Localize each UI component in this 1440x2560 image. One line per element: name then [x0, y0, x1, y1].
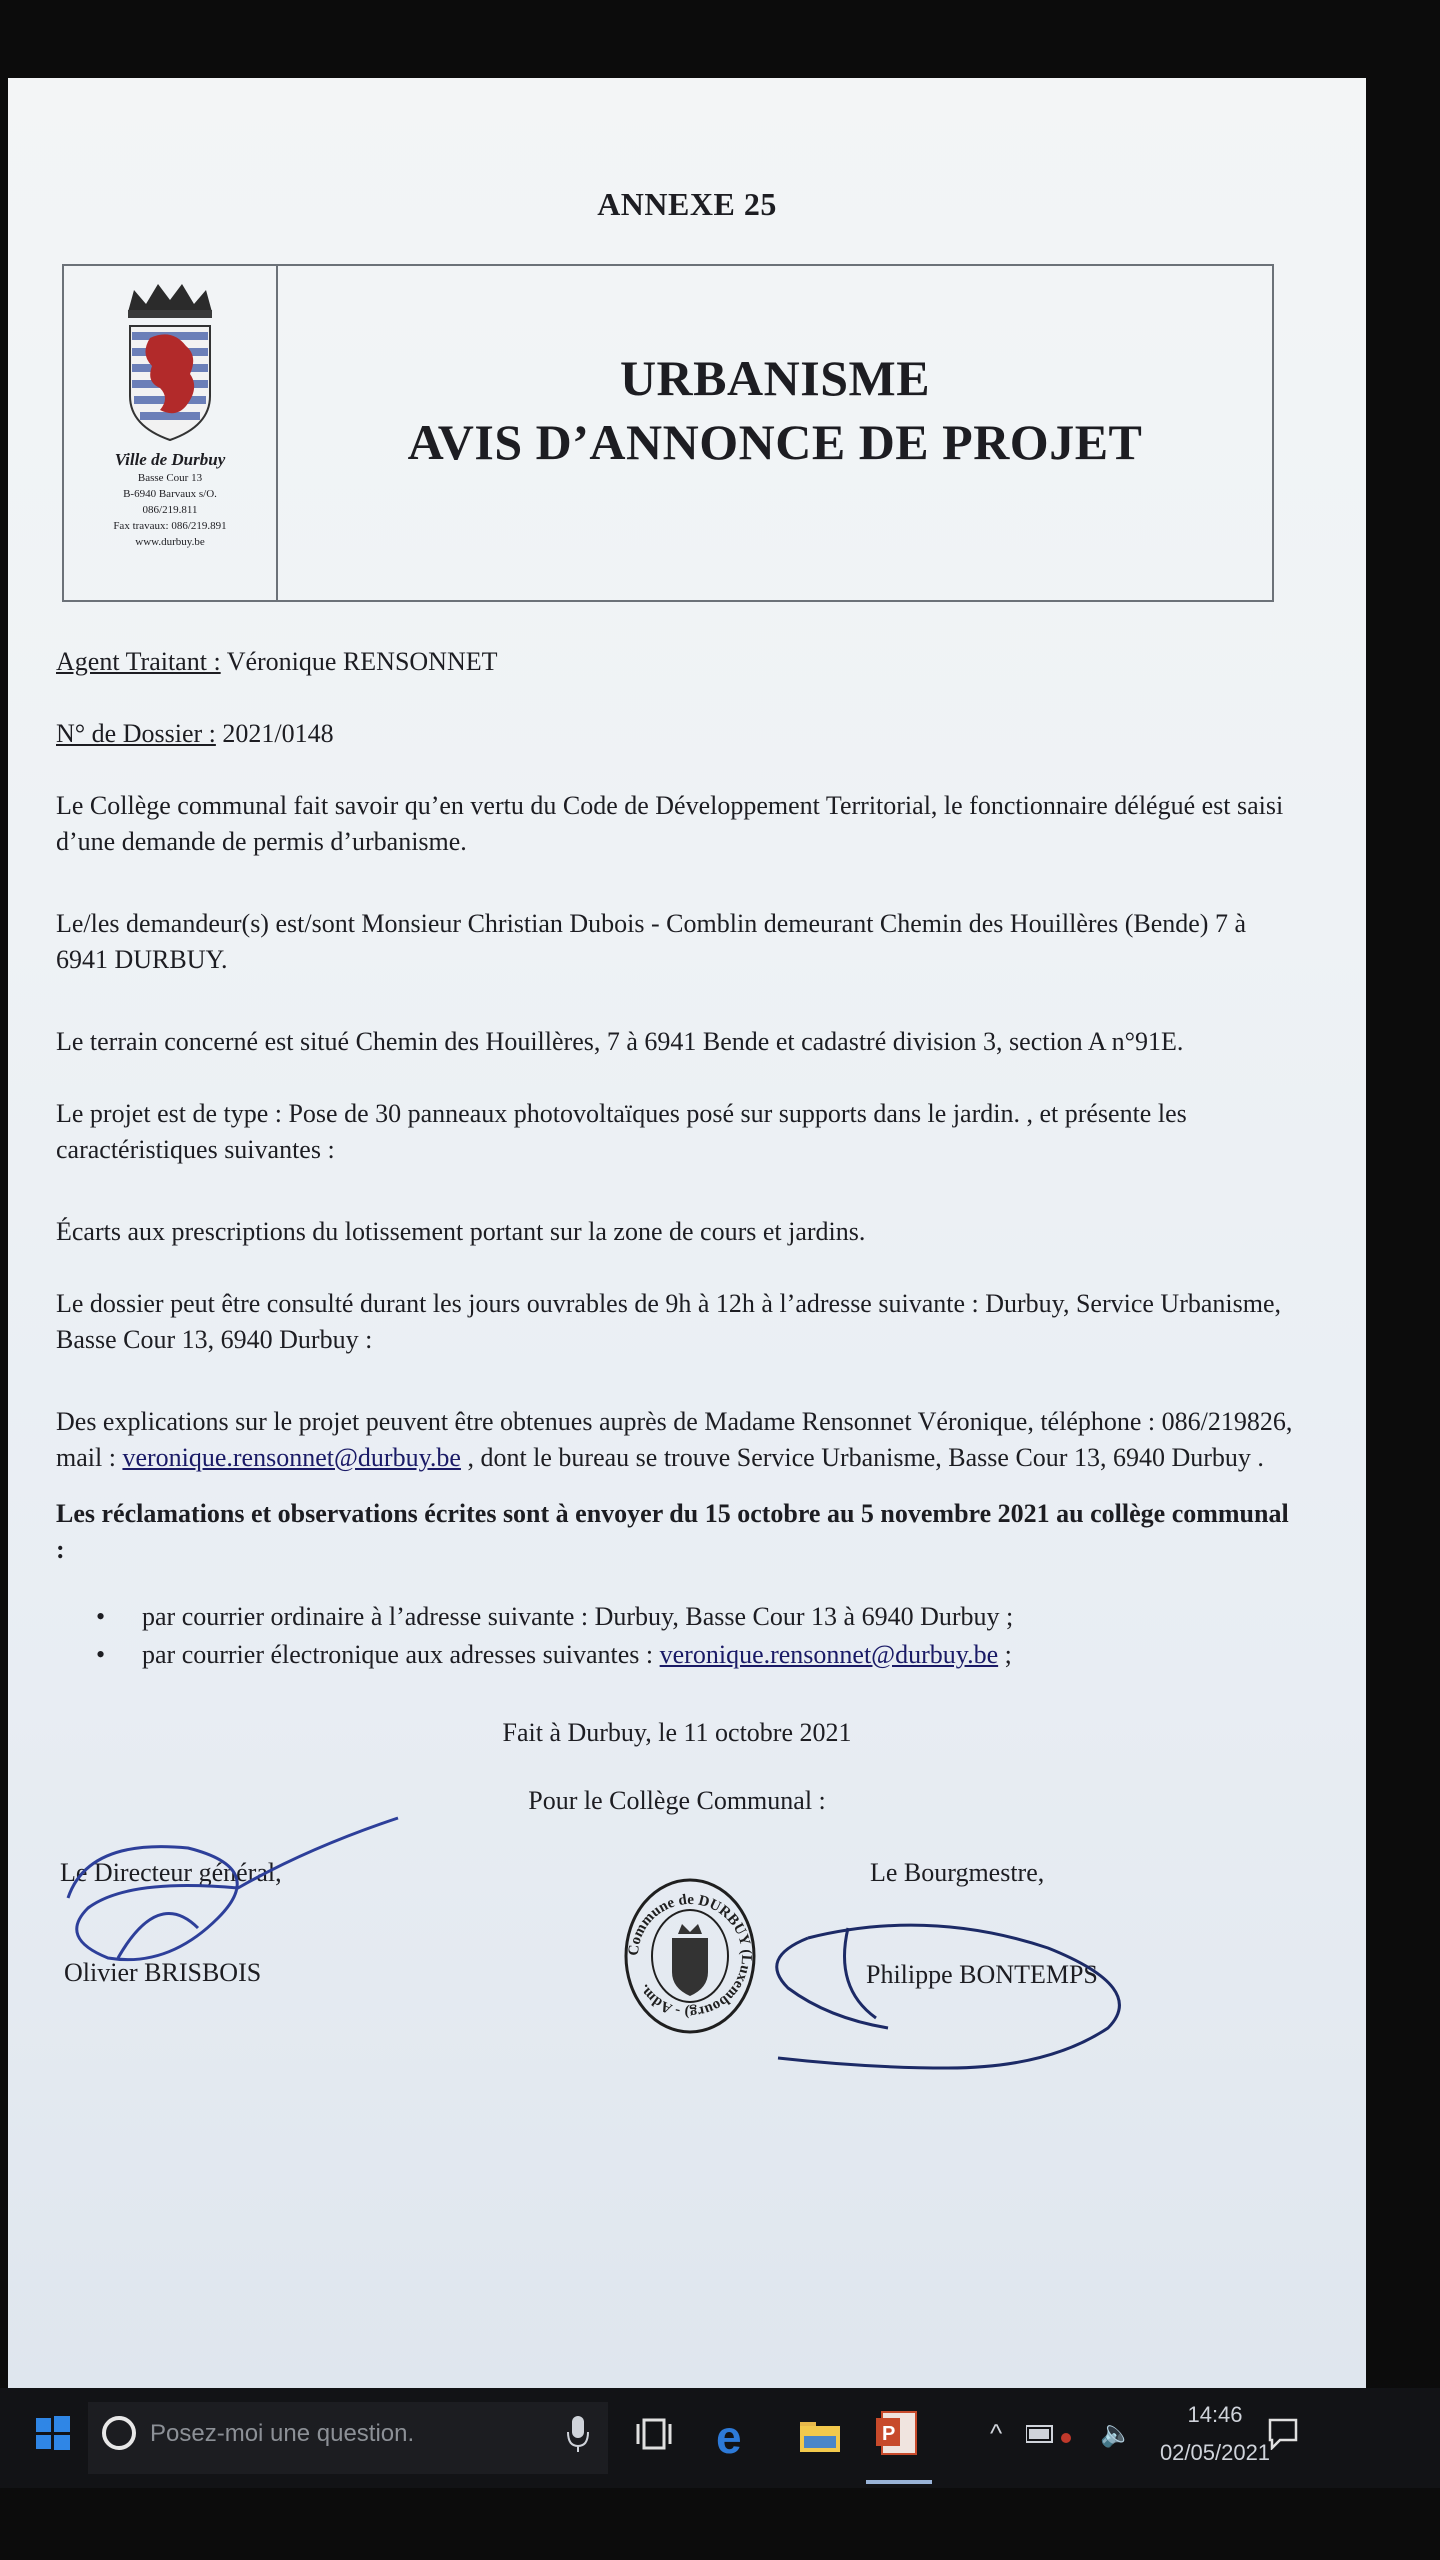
battery-icon[interactable]	[1026, 2424, 1074, 2446]
list-item: • par courrier ordinaire à l’adresse suivante : Durbuy, Basse Cour 13 à 6940 Durbuy ;	[56, 1598, 1296, 1636]
list-end: ;	[998, 1640, 1012, 1669]
mayor-signature	[748, 1898, 1148, 2078]
dossier-label: N° de Dossier :	[56, 719, 216, 748]
logo-phone: 086/219.811	[142, 504, 198, 516]
claims-email-link[interactable]: veronique.rensonnet@durbuy.be	[659, 1640, 999, 1669]
agent-line	[56, 644, 1296, 680]
search-placeholder[interactable]: Posez-moi une question.	[150, 2420, 415, 2447]
task-view-icon[interactable]	[636, 2416, 672, 2452]
chevron-up-icon[interactable]: ^	[990, 2418, 1003, 2448]
edge-icon[interactable]: e	[716, 2411, 742, 2463]
director-title: Le Directeur général,	[60, 1858, 282, 1887]
paragraph-consultation: Le dossier peut être consulté durant les jours ouvrables de 9h à 12h à l’adresse suivante : Durbuy, Service Urbanisme, Basse Cour 13, 6940 Durbuy :	[56, 1289, 1282, 1354]
paragraph-project: Le projet est de type : Pose de 30 panneaux photovoltaïques posé sur supports dans le jardin. , et présente les caractéristiques suivantes :	[56, 1099, 1187, 1164]
municipal-seal	[620, 1876, 760, 2036]
mayor-title: Le Bourgmestre,	[870, 1858, 1045, 1887]
cortana-icon[interactable]	[102, 2416, 136, 2450]
microphone-icon[interactable]	[566, 2414, 590, 2454]
title-line-1: URBANISME	[619, 350, 931, 406]
paragraph-deviation: Écarts aux prescriptions du lotissement portant sur la zone de cours et jardins.	[56, 1217, 866, 1246]
agent-label: Agent Traitant :	[56, 647, 221, 676]
municipality-logo	[64, 266, 278, 600]
contact-email-link[interactable]: veronique.rensonnet@durbuy.be	[122, 1443, 461, 1472]
svg-text:P: P	[882, 2423, 896, 2445]
clock-time[interactable]: 14:46	[1187, 2402, 1243, 2427]
claims-methods-list	[56, 1598, 1296, 1674]
logo-website: www.durbuy.be	[135, 536, 205, 548]
file-explorer-icon[interactable]	[800, 2418, 840, 2452]
director-signature	[48, 1808, 428, 1998]
durbuy-crest-icon	[120, 276, 220, 446]
logo-address-line: B-6940 Barvaux s/O.	[123, 488, 217, 500]
annexe-label: ANNEXE 25	[597, 186, 777, 222]
paragraph-applicant: Le/les demandeur(s) est/sont Monsieur Christian Dubois - Comblin demeurant Chemin des Houillères (Bende) 7 à 6941 DURBUY.	[56, 909, 1246, 974]
place-date: Fait à Durbuy, le 11 octobre 2021	[502, 1718, 852, 1747]
logo-address-line: Basse Cour 13	[137, 472, 203, 484]
director-name: Olivier BRISBOIS	[64, 1958, 262, 1987]
mayor-name: Philippe BONTEMPS	[866, 1960, 1098, 1989]
for-council: Pour le Collège Communal :	[528, 1786, 826, 1815]
document-title	[278, 346, 1272, 474]
seal-text: Commune de DURBUY (Luxembourg) - Adm.	[625, 1891, 755, 2021]
active-app-indicator	[866, 2480, 932, 2484]
list-item	[56, 1636, 1296, 1674]
paragraph-notice: Le Collège communal fait savoir qu’en vertu du Code de Développement Territorial, le fonctionnaire délégué est saisi d’une demande de permis d’urbanisme.	[56, 791, 1284, 856]
document-sheet	[8, 78, 1366, 2388]
dossier-value: 2021/0148	[215, 719, 334, 748]
taskbar	[0, 2388, 1440, 2488]
powerpoint-icon[interactable]	[876, 2408, 922, 2458]
dossier-line	[56, 716, 1296, 752]
email-method-text: par courrier électronique aux adresses suivantes :	[142, 1640, 660, 1669]
paragraph-contact	[56, 1404, 1296, 1476]
speaker-icon[interactable]: 🔈	[1100, 2418, 1133, 2448]
logo-fax: Fax travaux: 086/219.891	[113, 520, 227, 532]
title-line-2: AVIS D’ANNONCE DE PROJET	[407, 414, 1143, 470]
logo-name: Ville de Durbuy	[114, 450, 226, 469]
agent-value: Véronique RENSONNET	[220, 647, 498, 676]
contact-text: Des explications sur le projet peuvent être obtenues auprès de Madame Rensonnet Véronique, téléphone : 086/219826, mail :	[56, 1407, 1293, 1472]
clock-date[interactable]: 02/05/2021	[1159, 2440, 1271, 2465]
contact-office: , dont le bureau se trouve Service Urbanisme, Basse Cour 13, 6940 Durbuy .	[460, 1443, 1264, 1472]
header-box	[62, 264, 1274, 602]
windows-start-icon[interactable]	[36, 2416, 70, 2450]
notifications-icon[interactable]	[1268, 2418, 1298, 2450]
paragraph-claims: Les réclamations et observations écrites sont à envoyer du 15 octobre au 5 novembre 2021 au collège communal :	[56, 1499, 1289, 1564]
paragraph-land: Le terrain concerné est situé Chemin des Houillères, 7 à 6941 Bende et cadastré division 3, section A n°91E.	[56, 1027, 1184, 1056]
